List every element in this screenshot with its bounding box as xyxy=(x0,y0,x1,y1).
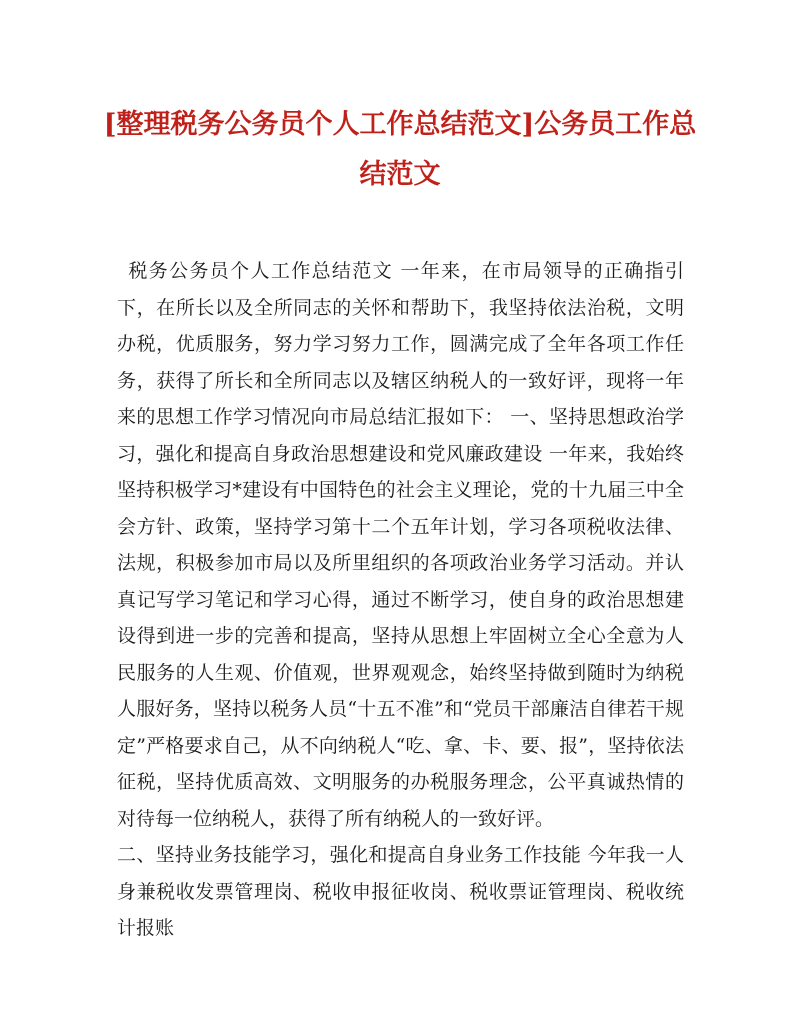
body-paragraph-2: 二、坚持业务技能学习，强化和提高自身业务工作技能 今年我一人身兼税收发票管理岗、税收申报征收岗、税收票证管理岗、税收统计报账 xyxy=(117,844,684,939)
body-paragraph-1: 税务公务员个人工作总结范文 一年来，在市局领导的正确指引下，在所长以及全所同志的关怀和帮助下，我坚持依法治税，文明办税，优质服务，努力学习努力工作，圆满完成了全年各项工作任务，获得了所长和全所同志以及辖区纳税人的一致好评，现将一年来的思想工作学习情况向市局总结汇报如下： 一、坚持思想政治学习，强化和提高自身政治思想建设和党风廉政建设 一年来，我始终坚持积极学习*建设有中国特色的社会主义理论，党的十九届三中全会方针、政策，坚持学习第十二个五年计划，学习各项税收法律、法规，积极参加市局以及所里组织的各项政治业务学习活动。并认真记写学习笔记和学习心得，通过不断学习，使自身的政治思想建设得到进一步的完善和提高，坚持从思想上牢固树立全心全意为人民服务的人生观、价值观，世界观观念，始终坚持做到随时为纳税人服好务，坚持以税务人员“十五不准”和“党员干部廉洁自律若干规定”严格要求自己，从不向纳税人“吃、拿、卡、要、报”，坚持依法征税，坚持优质高效、文明服务的办税服务理念，公平真诚热情的对待每一位纳税人，获得了所有纳税人的一致好评。 xyxy=(117,260,684,830)
document-body xyxy=(117,253,684,947)
document-title: [整理税务公务员个人工作总结范文]公务员工作总结范文 xyxy=(103,109,697,190)
